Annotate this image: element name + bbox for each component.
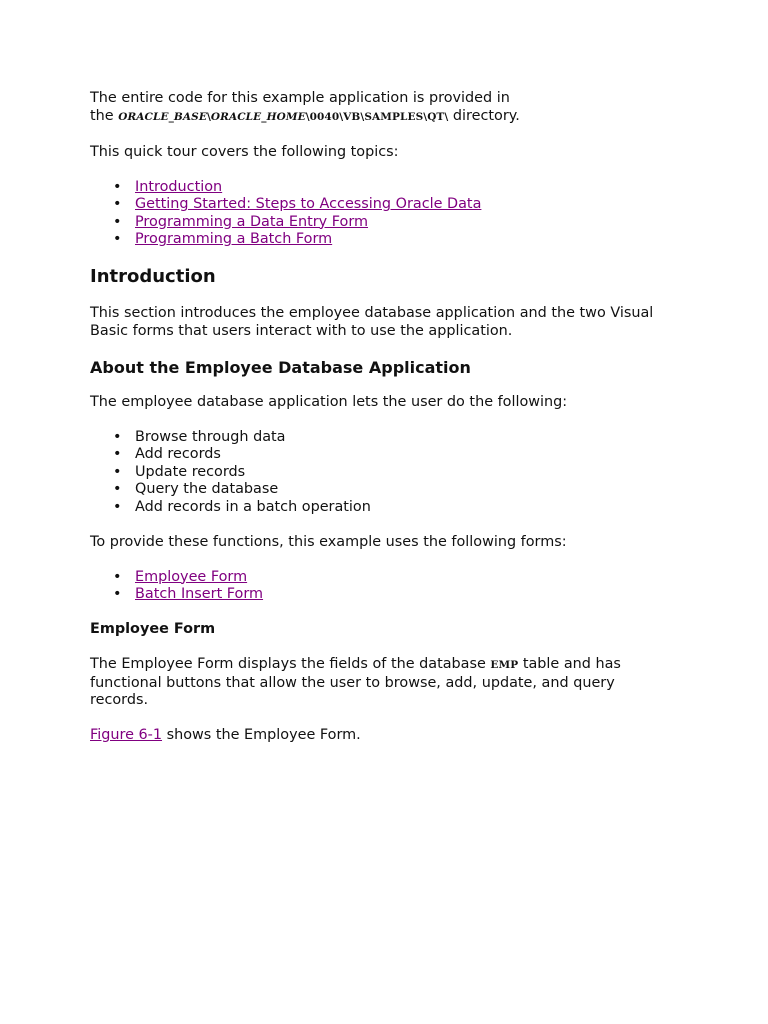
path-separator: \ [206,110,211,123]
list-item: • Add records in a batch operation [135,499,670,517]
forms-intro: To provide these functions, this example uses the following forms: [90,533,567,550]
topic-link-introduction[interactable]: Introduction [135,178,223,195]
about-heading: About the Employee Database Application [90,357,471,377]
about-text: The employee database application lets the user do the following: [90,393,568,410]
topic-link-data-entry-form[interactable]: Programming a Data Entry Form [135,213,369,230]
list-item [135,196,670,214]
figure-reference [90,727,670,745]
topic-link-getting-started[interactable]: Getting Started: Steps to Accessing Oracle Data [135,196,482,212]
introduction-text: This section introduces the employee database application and the two Visual Basic forms that users interact with to use the application. [90,305,654,339]
intro-line1: The entire code for this example application is provided in [90,90,510,106]
introduction-heading: Introduction [90,266,216,287]
intro-line2-prefix: the [90,107,119,124]
form-link-batch-insert[interactable]: Batch Insert Form [135,586,264,602]
figure-6-1-link[interactable]: Figure 6-1 [90,727,163,743]
list-item: • Query the database [135,481,670,499]
employee-form-text-after: table and has functional buttons that allow the user to browse, add, update, and query records. [90,656,621,708]
forms-list [90,569,670,604]
list-item: • Add records [135,446,670,464]
employee-form-text-before: The Employee Form displays the fields of the database [90,656,491,672]
figure-reference-suffix: shows the Employee Form. [162,727,361,743]
form-link-employee[interactable]: Employee Form [135,568,248,585]
emp-table-code: EMP [490,659,519,671]
employee-form-heading: Employee Form [90,621,216,637]
path-oracle-base: ORACLE_BASE [118,110,207,123]
list-item [135,231,670,249]
employee-form-text [90,656,670,710]
topic-link-batch-form[interactable]: Programming a Batch Form [135,231,333,247]
topics-list [90,179,670,249]
intro-paragraph [90,90,670,126]
directory-path [118,111,448,123]
list-item [135,569,670,587]
intro-line2-suffix: directory. [448,107,520,124]
features-list [90,429,670,517]
list-item [135,179,670,197]
list-item: • Browse through data [135,429,670,447]
path-rest: \0040\VB\SAMPLES\QT\ [305,110,449,123]
list-item [135,586,670,604]
topics-intro: This quick tour covers the following topics: [90,143,399,160]
path-oracle-home: ORACLE_HOME [210,110,306,123]
document-page [90,90,670,762]
list-item [135,214,670,232]
list-item: • Update records [135,464,670,482]
